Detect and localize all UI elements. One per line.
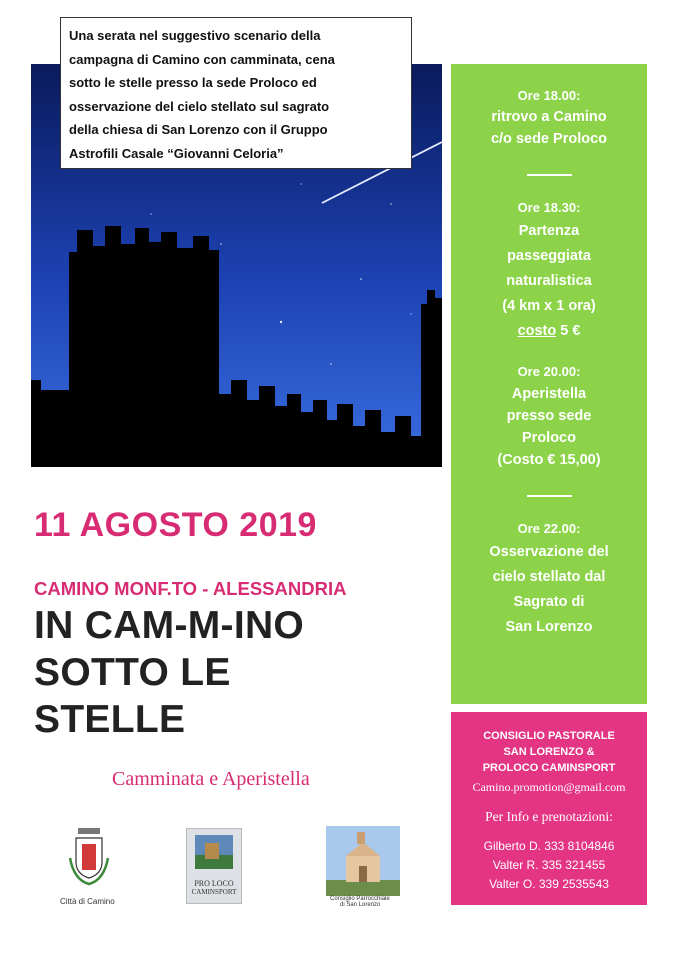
organizer-line: CONSIGLIO PASTORALE (483, 730, 615, 742)
schedule-text: Partenza (518, 223, 580, 239)
schedule-cost (451, 319, 647, 344)
intro-line: osservazione del cielo stellato sul sagrato (69, 98, 330, 114)
event-date: 11 AGOSTO 2019 (34, 506, 317, 544)
title-line: SOTTO LE (34, 651, 231, 694)
intro-line: sotto le stelle presso la sede Proloco ed (69, 75, 317, 90)
intro-line: Astrofili Casale “Giovanni Celoria” (69, 145, 284, 161)
intro-textbox (60, 17, 412, 169)
schedule-time: Ore 18.00: (517, 88, 581, 103)
organizer-line: SAN LORENZO & (503, 746, 595, 758)
comune-crest-logo (66, 828, 112, 892)
schedule-text: presso sede (506, 408, 592, 424)
schedule-time: Ore 22.00: (517, 521, 581, 536)
info-label: Per Info e prenotazioni: (485, 809, 613, 824)
contact-phone: Gilberto D. 333 8104846 (483, 839, 615, 853)
schedule-text: passeggiata (507, 248, 591, 264)
cost-value: 5 € (556, 323, 581, 339)
schedule-text: San Lorenzo (505, 619, 593, 635)
event-place: CAMINO MONF.TO - ALESSANDRIA (34, 578, 347, 599)
schedule-text: (Costo € 15,00) (497, 452, 601, 468)
intro-line: campagna di Camino con camminata, cena (69, 51, 335, 67)
proloco-line: PRO LOCO (194, 879, 234, 888)
email-link[interactable]: Camino.promotion@gmail.com (472, 780, 626, 794)
proloco-logo (186, 828, 242, 904)
event-subtitle: Camminata e Aperistella (112, 768, 310, 790)
contact-list (451, 837, 647, 894)
contact-phone: Valter O. 339 2535543 (489, 877, 609, 891)
schedule-time: Ore 18.30: (517, 200, 581, 215)
schedule-text: c/o sede Proloco (490, 131, 608, 147)
schedule-panel (451, 64, 647, 704)
cost-label: costo (517, 323, 557, 339)
contact-phone: Valter R. 335 321455 (492, 858, 606, 872)
contact-box (451, 712, 647, 905)
parrocchia-church-logo (326, 826, 400, 896)
title-line: IN CAM-M-INO (34, 604, 305, 647)
organizer-line: PROLOCO CAMINSPORT (482, 762, 616, 774)
schedule-text: Osservazione del (489, 544, 609, 560)
intro-line: della chiesa di San Lorenzo con il Gruppo (69, 122, 328, 137)
comune-caption: Città di Camino (60, 897, 115, 906)
schedule-text: naturalistica (506, 273, 592, 289)
parrocchia-line: Consiglio Parrocchiale (330, 896, 390, 902)
proloco-line: CAMINSPORT (191, 888, 237, 896)
title-line: STELLE (34, 698, 186, 741)
schedule-text: (4 km x 1 ora) (502, 298, 596, 314)
schedule-text: ritrovo a Camino (491, 109, 607, 125)
schedule-text: Proloco (522, 430, 576, 446)
schedule-text: cielo stellato dal (492, 569, 606, 585)
intro-line: Una serata nel suggestivo scenario della (69, 28, 321, 43)
schedule-time: Ore 20.00: (517, 364, 581, 379)
event-title (34, 602, 304, 743)
schedule-text: Aperistella (511, 386, 587, 402)
schedule-text: Sagrato di (513, 594, 585, 610)
parrocchia-line: di San Lorenzo (340, 902, 381, 908)
parrocchia-caption (330, 896, 390, 908)
